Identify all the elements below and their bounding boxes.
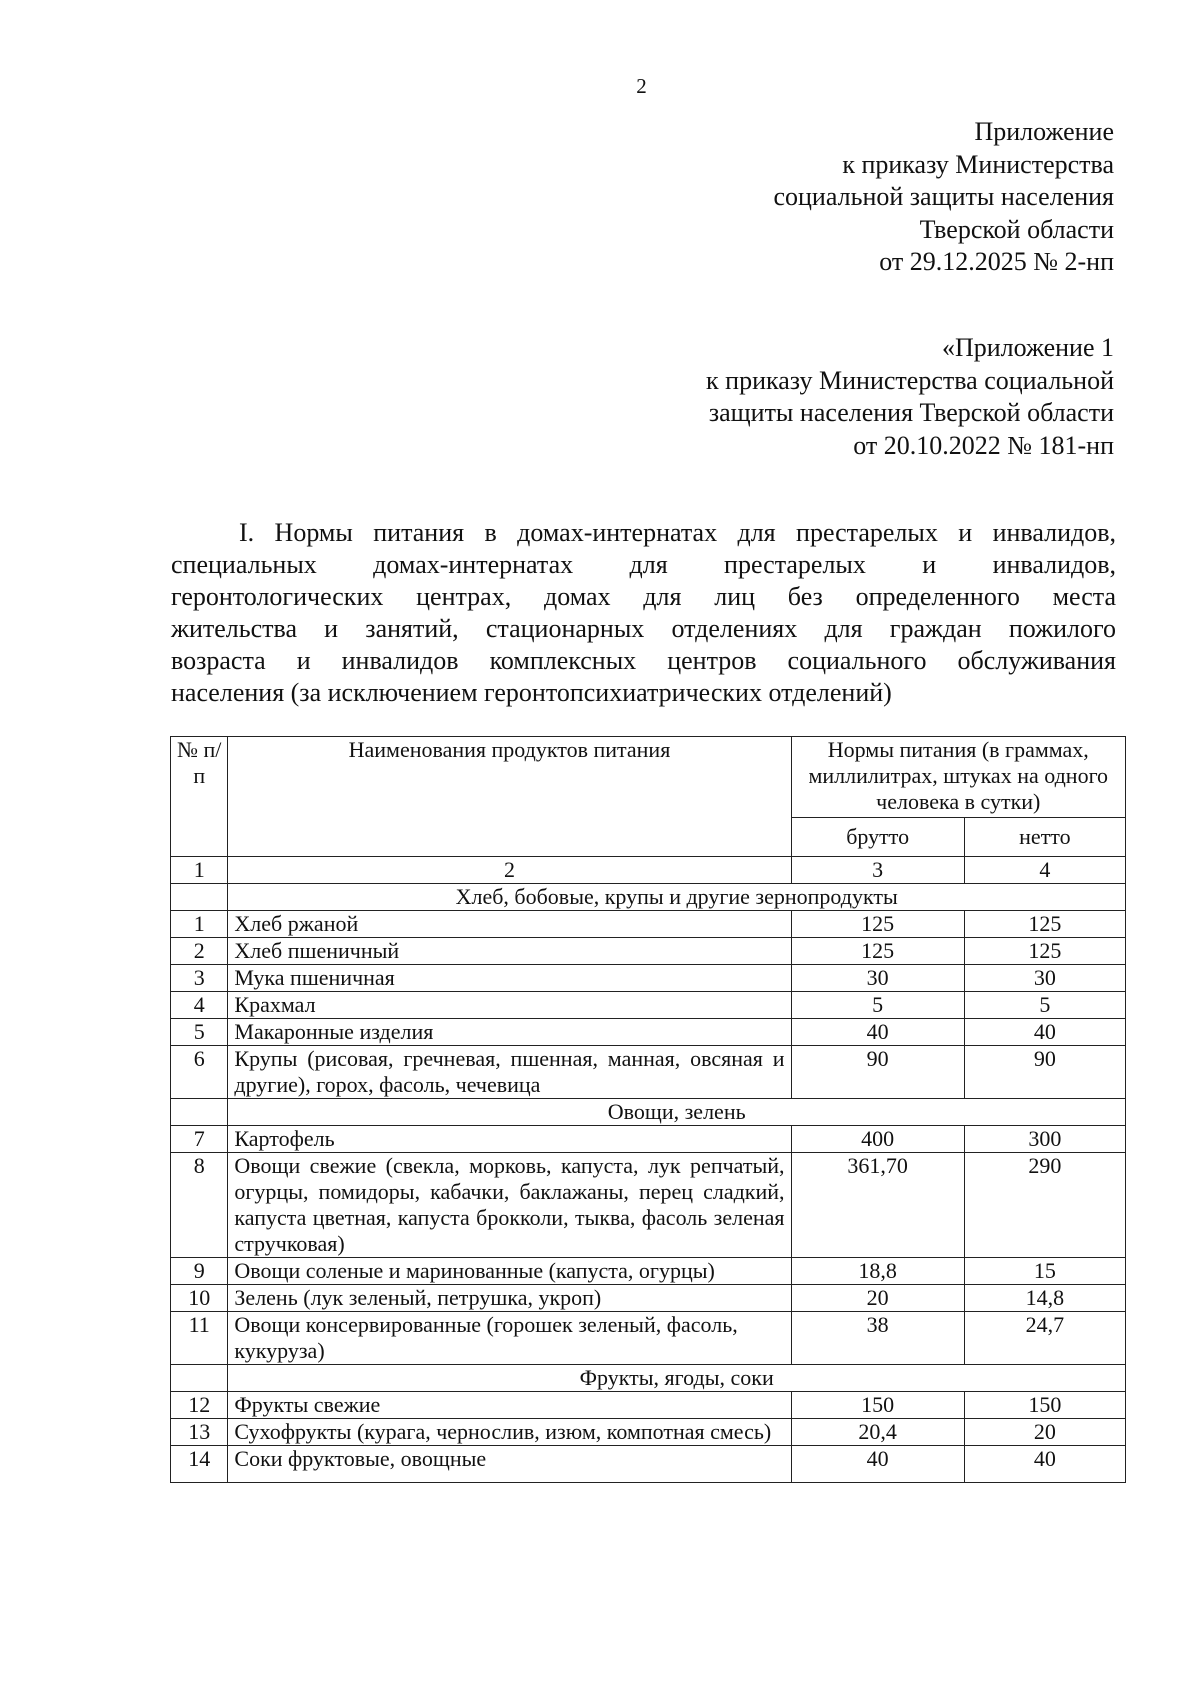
row-netto: 300: [964, 1126, 1125, 1153]
row-netto: 20: [964, 1419, 1125, 1446]
row-netto: 125: [964, 938, 1125, 965]
attachment-line: к приказу Министерства социальной: [706, 365, 1114, 395]
empty-cell: [171, 1365, 228, 1392]
row-brutto: 30: [791, 965, 964, 992]
row-num: 3: [171, 965, 228, 992]
group-title: Хлеб, бобовые, крупы и другие зернопродукты: [228, 884, 1126, 911]
attachment-current-block: [773, 116, 1114, 279]
heading-line: жительства и занятий, стационарных отделениях для граждан пожилого: [171, 614, 1116, 643]
group-row: [171, 884, 1126, 911]
table-row: [171, 1392, 1126, 1419]
page-number: 2: [636, 74, 647, 98]
attachment-line: защиты населения Тверской области: [708, 398, 1114, 427]
attachment-line: Тверской области: [919, 214, 1114, 244]
column-number: 4: [964, 857, 1125, 884]
header-norms: Нормы питания (в граммах, миллилитрах, штуках на одного человека в сутки): [791, 737, 1125, 818]
row-name: Фрукты свежие: [228, 1392, 791, 1419]
header-netto: нетто: [964, 818, 1125, 857]
row-name: Соки фруктовые, овощные: [228, 1446, 791, 1483]
row-brutto: 18,8: [791, 1258, 964, 1285]
row-num: 10: [171, 1285, 228, 1312]
row-name: Овощи свежие (свекла, морковь, капуста, лук репчатый, огурцы, помидоры, кабачки, баклажаны, перец сладкий, капуста цветная, капуста брокколи, тыква, фасоль зеленая стручковая): [228, 1153, 791, 1258]
column-number-row: [171, 857, 1126, 884]
row-netto: 90: [964, 1046, 1125, 1099]
row-num: 2: [171, 938, 228, 965]
row-num: 12: [171, 1392, 228, 1419]
table-row: [171, 1312, 1126, 1365]
nutrition-norms-table: [170, 736, 1126, 1483]
row-brutto: 90: [791, 1046, 964, 1099]
empty-cell: [171, 884, 228, 911]
table-row: [171, 911, 1126, 938]
row-netto: 125: [964, 911, 1125, 938]
row-num: 4: [171, 992, 228, 1019]
row-num: 6: [171, 1046, 228, 1099]
row-name: Сухофрукты (курага, чернослив, изюм, компотная смесь): [228, 1419, 791, 1446]
row-netto: 150: [964, 1392, 1125, 1419]
row-netto: 14,8: [964, 1285, 1125, 1312]
row-name: Зелень (лук зеленый, петрушка, укроп): [228, 1285, 791, 1312]
row-name: Крупы (рисовая, гречневая, пшенная, манная, овсяная и другие), горох, фасоль, чечевица: [228, 1046, 791, 1099]
row-brutto: 125: [791, 911, 964, 938]
header-name: Наименования продуктов питания: [228, 737, 791, 857]
group-row: [171, 1099, 1126, 1126]
row-name: Крахмал: [228, 992, 791, 1019]
row-brutto: 150: [791, 1392, 964, 1419]
row-brutto: 20,4: [791, 1419, 964, 1446]
table-row: [171, 1153, 1126, 1258]
table-row: [171, 1419, 1126, 1446]
empty-cell: [171, 1099, 228, 1126]
row-netto: 30: [964, 965, 1125, 992]
row-netto: 15: [964, 1258, 1125, 1285]
heading-line: геронтологических центрах, домах для лиц без определенного места: [171, 582, 1116, 611]
row-netto: 24,7: [964, 1312, 1125, 1365]
table-row: [171, 1285, 1126, 1312]
row-brutto: 40: [791, 1446, 964, 1483]
group-title: Овощи, зелень: [228, 1099, 1126, 1126]
heading-line: специальных домах-интернатах для престарелых и инвалидов,: [171, 550, 1116, 579]
table-row: [171, 938, 1126, 965]
column-number: 1: [171, 857, 228, 884]
row-name: Хлеб ржаной: [228, 911, 791, 938]
table-row: [171, 965, 1126, 992]
table-row: [171, 1046, 1126, 1099]
attachment-amended-block: [706, 332, 1114, 462]
row-name: Овощи консервированные (горошек зеленый, фасоль, кукуруза): [228, 1312, 791, 1365]
section-heading: [171, 517, 1116, 709]
group-row: [171, 1365, 1126, 1392]
row-name: Картофель: [228, 1126, 791, 1153]
row-brutto: 125: [791, 938, 964, 965]
table-row: [171, 1019, 1126, 1046]
row-brutto: 361,70: [791, 1153, 964, 1258]
row-num: 13: [171, 1419, 228, 1446]
row-brutto: 38: [791, 1312, 964, 1365]
table-row: [171, 1126, 1126, 1153]
row-num: 14: [171, 1446, 228, 1483]
row-num: 7: [171, 1126, 228, 1153]
heading-line: населения (за исключением геронтопсихиатрических отделений): [171, 678, 892, 707]
row-brutto: 400: [791, 1126, 964, 1153]
row-num: 5: [171, 1019, 228, 1046]
row-netto: 40: [964, 1019, 1125, 1046]
attachment-line: от 29.12.2025 № 2-нп: [879, 247, 1114, 276]
row-brutto: 5: [791, 992, 964, 1019]
row-netto: 40: [964, 1446, 1125, 1483]
heading-line: возраста и инвалидов комплексных центров социального обслуживания: [171, 646, 1116, 675]
row-brutto: 40: [791, 1019, 964, 1046]
table-row: [171, 1446, 1126, 1483]
row-num: 9: [171, 1258, 228, 1285]
table-header-row: [171, 737, 1126, 818]
row-brutto: 20: [791, 1285, 964, 1312]
column-number: 3: [791, 857, 964, 884]
attachment-line: к приказу Министерства: [842, 149, 1114, 179]
row-netto: 290: [964, 1153, 1125, 1258]
attachment-line: социальной защиты населения: [773, 182, 1114, 211]
row-num: 1: [171, 911, 228, 938]
table-row: [171, 992, 1126, 1019]
row-num: 11: [171, 1312, 228, 1365]
attachment-line: от 20.10.2022 № 181-нп: [853, 430, 1114, 460]
heading-line: I. Нормы питания в домах-интернатах для престарелых и инвалидов,: [239, 518, 1116, 547]
attachment-line: Приложение: [974, 117, 1114, 146]
header-num: № п/п: [171, 737, 228, 857]
row-netto: 5: [964, 992, 1125, 1019]
row-name: Макаронные изделия: [228, 1019, 791, 1046]
row-name: Хлеб пшеничный: [228, 938, 791, 965]
row-name: Овощи соленые и маринованные (капуста, огурцы): [228, 1258, 791, 1285]
column-number: 2: [228, 857, 791, 884]
row-num: 8: [171, 1153, 228, 1258]
group-title: Фрукты, ягоды, соки: [228, 1365, 1126, 1392]
header-brutto: брутто: [791, 818, 964, 857]
table-row: [171, 1258, 1126, 1285]
row-name: Мука пшеничная: [228, 965, 791, 992]
attachment-line: «Приложение 1: [941, 333, 1114, 362]
